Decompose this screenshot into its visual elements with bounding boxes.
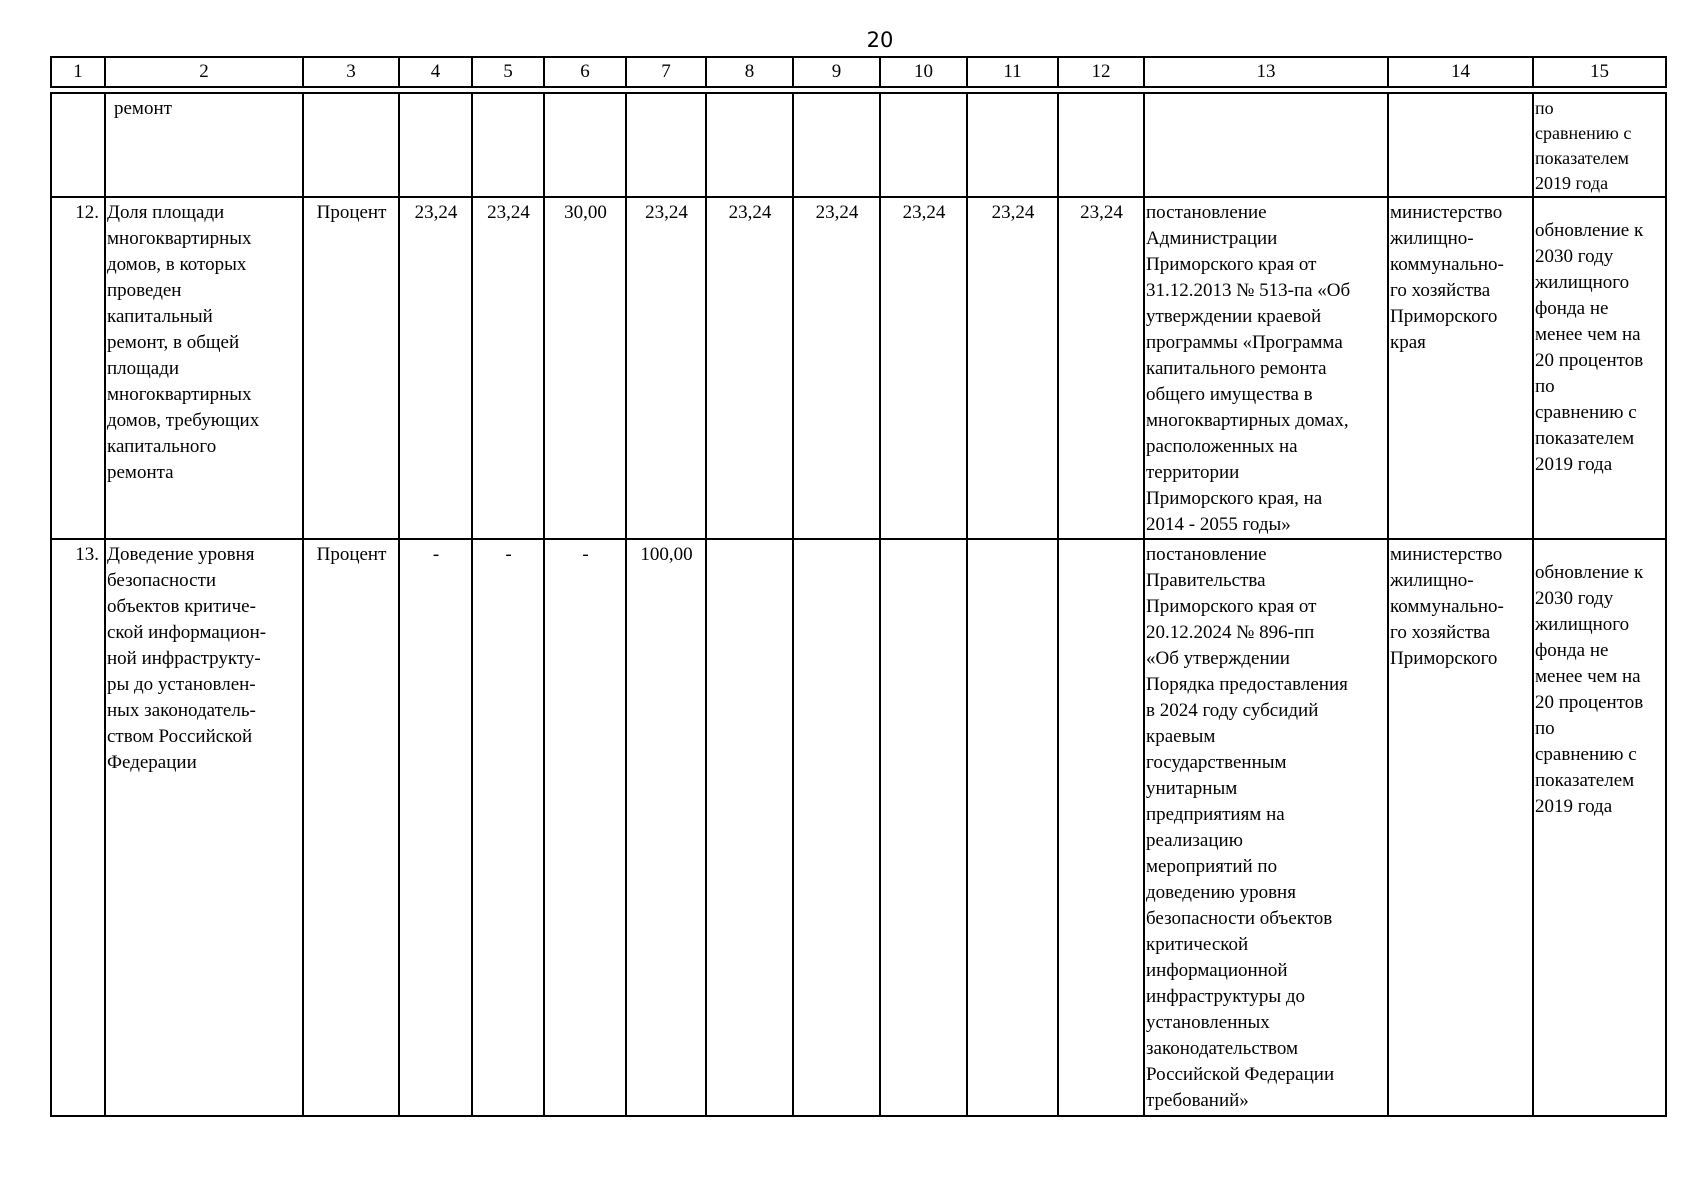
value-cell: [544, 93, 626, 197]
column-header: 7: [626, 57, 706, 87]
indicators-table: [50, 92, 1667, 1117]
legal-document: постановление Администрации Приморского края от 31.12.2013 № 513-па «Об утверждении краевой программы «Программа капитального ремонта общего имущества в многоквартирных домах, расположенных на территории Приморского края, на 2014 - 2055 годы»: [1144, 197, 1388, 539]
column-number-header: [50, 56, 1667, 88]
column-header: 3: [303, 57, 399, 87]
column-header: 11: [967, 57, 1058, 87]
note-cell: обновление к 2030 году жилищного фонда не менее чем на 20 процентов по сравнению с показателем 2019 года: [1533, 197, 1666, 539]
column-header: 15: [1533, 57, 1666, 87]
value-cell: [880, 93, 967, 197]
header-row: [51, 57, 1666, 87]
value-cell: 23,24: [626, 197, 706, 539]
value-cell: [399, 93, 472, 197]
value-cell: -: [544, 539, 626, 1116]
legal-document: постановление Правительства Приморского края от 20.12.2024 № 896-пп «Об утверждении Порядка предоставления в 2024 году субсидий краевым государственным унитарным предприятиям на реализацию мероприятий по доведению уровня безопасности объектов критической информационной инфраструктуры до установленных законодательством Российской Федерации требований»: [1144, 539, 1388, 1116]
unit-cell: Процент: [303, 197, 399, 539]
column-header: 6: [544, 57, 626, 87]
note-cell: обновление к 2030 году жилищного фонда не менее чем на 20 процентов по сравнению с показателем 2019 года: [1533, 539, 1666, 1116]
column-header: 10: [880, 57, 967, 87]
value-cell: [967, 93, 1058, 197]
column-header: 13: [1144, 57, 1388, 87]
column-header: 8: [706, 57, 793, 87]
value-cell: [1058, 539, 1144, 1116]
value-cell: [793, 93, 880, 197]
value-cell: [706, 93, 793, 197]
value-cell: 100,00: [626, 539, 706, 1116]
value-cell: -: [399, 539, 472, 1116]
value-cell: [706, 539, 793, 1116]
table-row: [51, 197, 1666, 539]
value-cell: 30,00: [544, 197, 626, 539]
value-cell: -: [472, 539, 544, 1116]
column-header: 4: [399, 57, 472, 87]
column-header: 9: [793, 57, 880, 87]
column-header: 1: [51, 57, 105, 87]
value-cell: 23,24: [793, 197, 880, 539]
value-cell: 23,24: [472, 197, 544, 539]
unit-cell: [303, 93, 399, 197]
value-cell: 23,24: [1058, 197, 1144, 539]
value-cell: 23,24: [706, 197, 793, 539]
unit-cell: Процент: [303, 539, 399, 1116]
responsible-body: министерство жилищно- коммунально- го хозяйства Приморского: [1388, 539, 1533, 1116]
value-cell: [626, 93, 706, 197]
indicator-name: Доведение уровня безопасности объектов критиче- ской информацион- ной инфраструкту- ры до установлен- ных законодатель- ством Российской Федерации: [105, 539, 303, 1116]
value-cell: 23,24: [399, 197, 472, 539]
row-number: [51, 93, 105, 197]
value-cell: [793, 539, 880, 1116]
indicator-name: ремонт: [105, 93, 303, 197]
indicator-name: Доля площади многоквартирных домов, в которых проведен капитальный ремонт, в общей площади многоквартирных домов, требующих капитального ремонта: [105, 197, 303, 539]
column-header: 5: [472, 57, 544, 87]
table-row: [51, 539, 1666, 1116]
table-row: [51, 93, 1666, 197]
page-number: 20: [866, 28, 894, 52]
responsible-body: министерство жилищно- коммунально- го хозяйства Приморского края: [1388, 197, 1533, 539]
value-cell: [472, 93, 544, 197]
column-header: 2: [105, 57, 303, 87]
value-cell: [967, 539, 1058, 1116]
value-cell: [880, 539, 967, 1116]
row-number: 13.: [51, 539, 105, 1116]
responsible-body: [1388, 93, 1533, 197]
value-cell: [1058, 93, 1144, 197]
note-cell: по сравнению с показателем 2019 года: [1533, 93, 1666, 197]
column-header: 12: [1058, 57, 1144, 87]
column-header: 14: [1388, 57, 1533, 87]
value-cell: 23,24: [880, 197, 967, 539]
row-number: 12.: [51, 197, 105, 539]
legal-document: [1144, 93, 1388, 197]
value-cell: 23,24: [967, 197, 1058, 539]
